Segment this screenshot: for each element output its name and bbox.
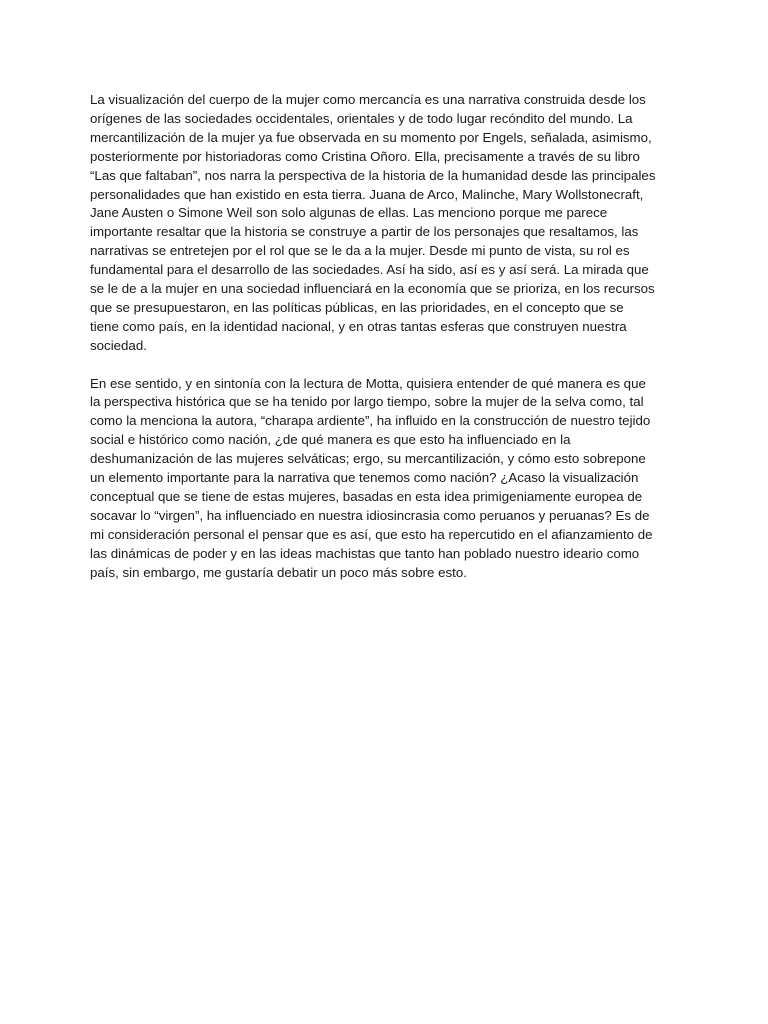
paragraph-1 xyxy=(90,91,690,356)
text-line: personalidades que han existido en esta tierra. Juana de Arco, Malinche, Mary Wollstonecraft, xyxy=(90,186,644,202)
document-body xyxy=(90,91,690,601)
text-line: que se presupuestaron, en las políticas públicas, en las prioridades, en el concepto que se xyxy=(90,299,624,315)
text-line: un elemento importante para la narrativa que tenemos como nación? ¿Acaso la visualización xyxy=(90,470,639,486)
text-line: conceptual que se tiene de estas mujeres, basadas en esta idea primigeniamente europea de xyxy=(90,489,643,505)
text-line: se le de a la mujer en una sociedad influenciará en la economía que se prioriza, en los recursos xyxy=(90,281,655,297)
text-line: fundamental para el desarrollo de las sociedades. Así ha sido, así es y así será. La mirada que xyxy=(90,262,649,278)
text-line: la perspectiva histórica que se ha tenido por largo tiempo, sobre la mujer de la selva como, tal xyxy=(90,394,644,410)
text-line: La visualización del cuerpo de la mujer como mercancía es una narrativa construida desde los xyxy=(90,92,646,107)
text-line: país, sin embargo, me gustaría debatir un poco más sobre esto. xyxy=(90,564,467,580)
text-line: socavar lo “virgen”, ha influenciado en nuestra idiosincrasia como peruanos y peruanas? Es de xyxy=(90,507,650,523)
text-line: “Las que faltaban”, nos narra la perspectiva de la historia de la humanidad desde las principales xyxy=(90,167,656,183)
text-line: narrativas se entretejen por el rol que se le da a la mujer. Desde mi punto de vista, su rol es xyxy=(90,243,630,259)
paragraph-2 xyxy=(90,375,690,583)
text-line: las dinámicas de poder y en las ideas machistas que tanto han poblado nuestro ideario como xyxy=(90,545,640,561)
text-line: como la menciona la autora, “charapa ardiente”, ha influido en la construcción de nuestro tejido xyxy=(90,413,651,429)
text-line: social e histórico como nación, ¿de qué manera es que esto ha influenciado en la xyxy=(90,432,571,448)
text-line: mi consideración personal el pensar que es así, que esto ha repercutido en el afianzamiento de xyxy=(90,526,653,542)
text-line: En ese sentido, y en sintonía con la lectura de Motta, quisiera entender de qué manera es que xyxy=(90,375,646,391)
text-line: posteriormente por historiadoras como Cristina Oñoro. Ella, precisamente a través de su libro xyxy=(90,148,640,164)
text-line: orígenes de las sociedades occidentales, orientales y de todo lugar recóndito del mundo. La xyxy=(90,110,633,126)
text-line: Jane Austen o Simone Weil son solo algunas de ellas. Las menciono porque me parece xyxy=(90,205,608,221)
text-line: deshumanización de las mujeres selváticas; ergo, su mercantilización, y cómo esto sobrepone xyxy=(90,451,646,467)
text-line: tiene como país, en la identidad nacional, y en otras tantas esferas que construyen nuestra xyxy=(90,318,627,334)
text-line: mercantilización de la mujer ya fue observada en su momento por Engels, señalada, asimismo, xyxy=(90,129,652,145)
text-line: importante resaltar que la historia se construye a partir de los personajes que resaltamos, las xyxy=(90,224,639,240)
text-line: sociedad. xyxy=(90,337,147,353)
